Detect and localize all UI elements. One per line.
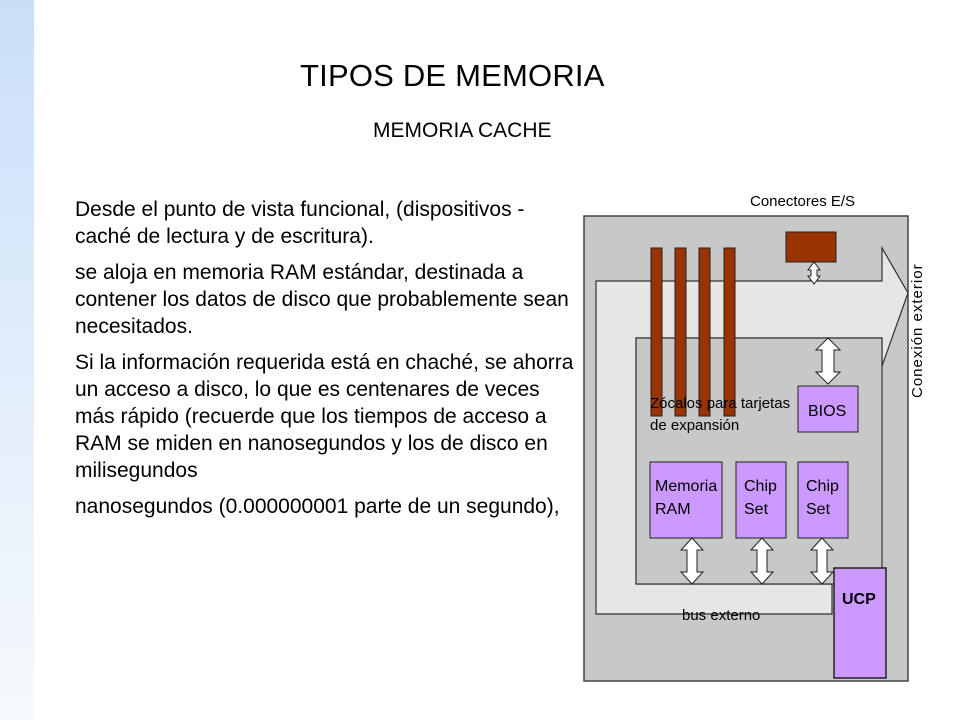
slots-label-line2: de expansión bbox=[650, 417, 740, 434]
slide-subtitle: MEMORIA CACHE bbox=[373, 119, 552, 142]
ucp-box bbox=[834, 568, 886, 678]
io-connector-block bbox=[786, 232, 836, 262]
expansion-slot-2 bbox=[675, 248, 686, 416]
chipset-box-2 bbox=[798, 462, 848, 538]
slide-title: TIPOS DE MEMORIA bbox=[300, 58, 605, 93]
expansion-slot-4 bbox=[724, 248, 735, 416]
chipset1-label-line2: Set bbox=[744, 501, 769, 518]
ram-label-line2: RAM bbox=[655, 501, 691, 518]
chipset2-label-line2: Set bbox=[806, 501, 831, 518]
slots-label-line1: Zócalos para tarjetas bbox=[650, 395, 791, 412]
ucp-label: UCP bbox=[842, 591, 876, 608]
chipset1-label-line1: Chip bbox=[744, 478, 777, 495]
chipset-box-1 bbox=[736, 462, 786, 538]
chipset2-label-line1: Chip bbox=[806, 478, 839, 495]
paragraph-3: Si la información requerida está en chaché, se ahorra un acceso a disco, lo que es centenares de veces más rápido (recuerde que los tiempos de acceso a RAM se miden en nanosegundos y los de disco en milisegundos bbox=[75, 351, 574, 482]
left-accent-bar bbox=[0, 0, 34, 720]
paragraph-2: se aloja en memoria RAM estándar, destinada a contener los datos de disco que probablemente sean necesitados. bbox=[75, 261, 569, 338]
body-text bbox=[75, 196, 575, 529]
paragraph-1: Desde el punto de vista funcional, (dispositivos - caché de lectura y de escritura). bbox=[75, 198, 525, 248]
bus-label: bus externo bbox=[682, 607, 761, 624]
external-connection-label: Conexión exterior bbox=[909, 263, 926, 398]
expansion-slot-1 bbox=[651, 248, 662, 416]
connectors-label: Conectores E/S bbox=[750, 193, 856, 210]
motherboard-diagram bbox=[576, 186, 926, 686]
ram-label-line1: Memoria bbox=[655, 478, 718, 495]
paragraph-4: nanosegundos (0.000000001 parte de un segundo), bbox=[75, 495, 560, 518]
bios-label: BIOS bbox=[808, 403, 847, 420]
ram-box bbox=[650, 462, 722, 538]
expansion-slot-3 bbox=[699, 248, 710, 416]
